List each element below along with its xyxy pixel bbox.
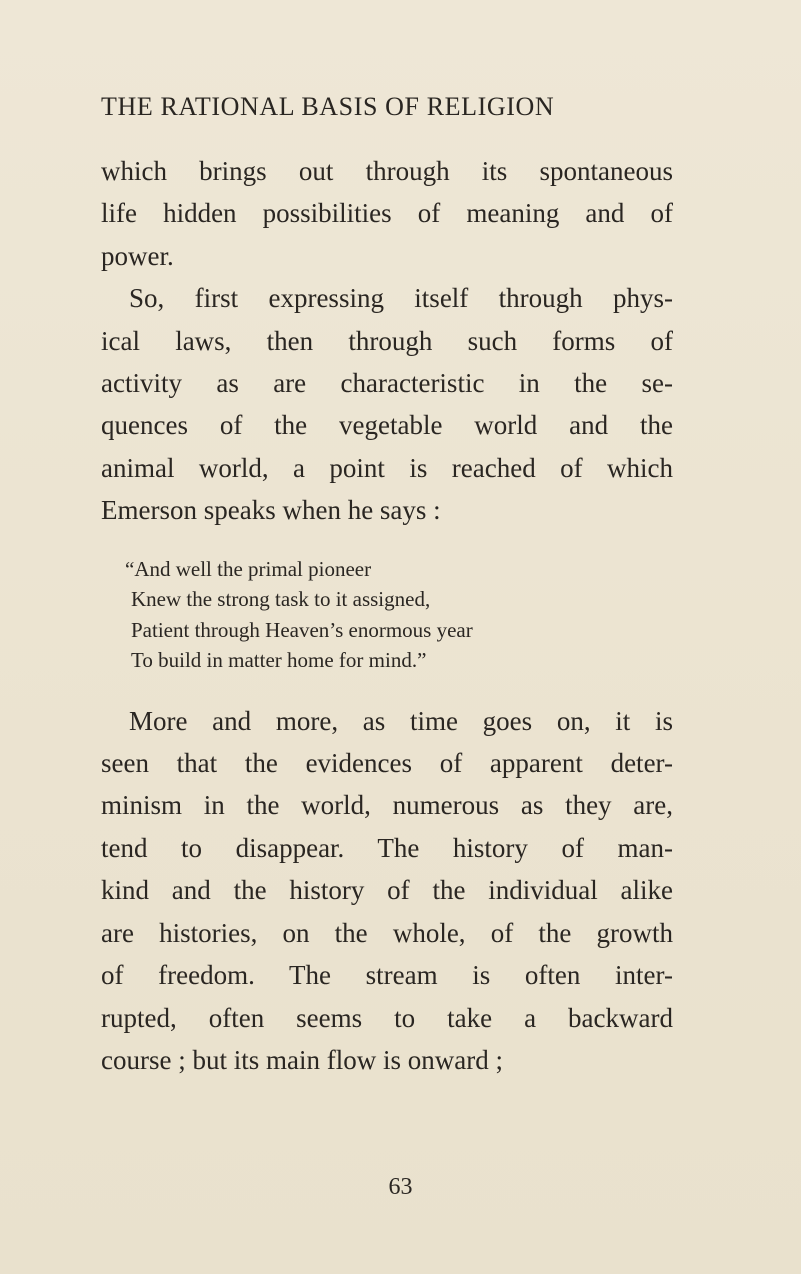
text-line: course ; but its main flow is onward ; [101,1044,503,1075]
body-text [101,150,673,1081]
text-line: More and more, as time goes on, it is [129,705,673,736]
paragraph-freedom [101,700,673,1082]
text-line: quences of the vegetable world and the [101,410,673,441]
text-line: So, first expressing itself through phys- [129,283,673,314]
verse-quotation [125,554,673,676]
verse-line: Patient through Heaven’s enormous year [131,617,473,642]
text-line: kind and the history of the individual alike [101,875,673,906]
text-line: which brings out through its spontaneous [101,156,673,186]
text-line: of freedom. The stream is often inter- [101,960,673,991]
text-line: Emerson speaks when he says : [101,495,441,526]
text-line: ical laws, then through such forms of [101,325,673,356]
running-head: THE RATIONAL BASIS OF RELIGION [101,92,555,121]
page-number: 63 [388,1174,413,1200]
verse-line: Knew the strong task to it assigned, [131,587,431,612]
verse-line: “And well the primal pioneer [125,556,372,581]
text-line: animal world, a point is reached of which [101,452,673,483]
text-line: are histories, on the whole, of the growth [101,917,673,948]
paragraph-emerson-intro [101,277,673,531]
paragraph-continued [101,150,673,277]
text-line: seen that the evidences of apparent deter- [101,748,673,779]
text-line: tend to disappear. The history of man- [101,832,673,863]
text-line: life hidden possibilities of meaning and of [101,198,673,229]
text-line: power. [101,240,174,271]
text-line: activity as are characteristic in the se- [101,368,673,399]
verse-line: To build in matter home for mind.” [131,648,427,673]
text-line: rupted, often seems to take a backward [101,1002,673,1033]
text-line: minism in the world, numerous as they are, [101,790,673,821]
